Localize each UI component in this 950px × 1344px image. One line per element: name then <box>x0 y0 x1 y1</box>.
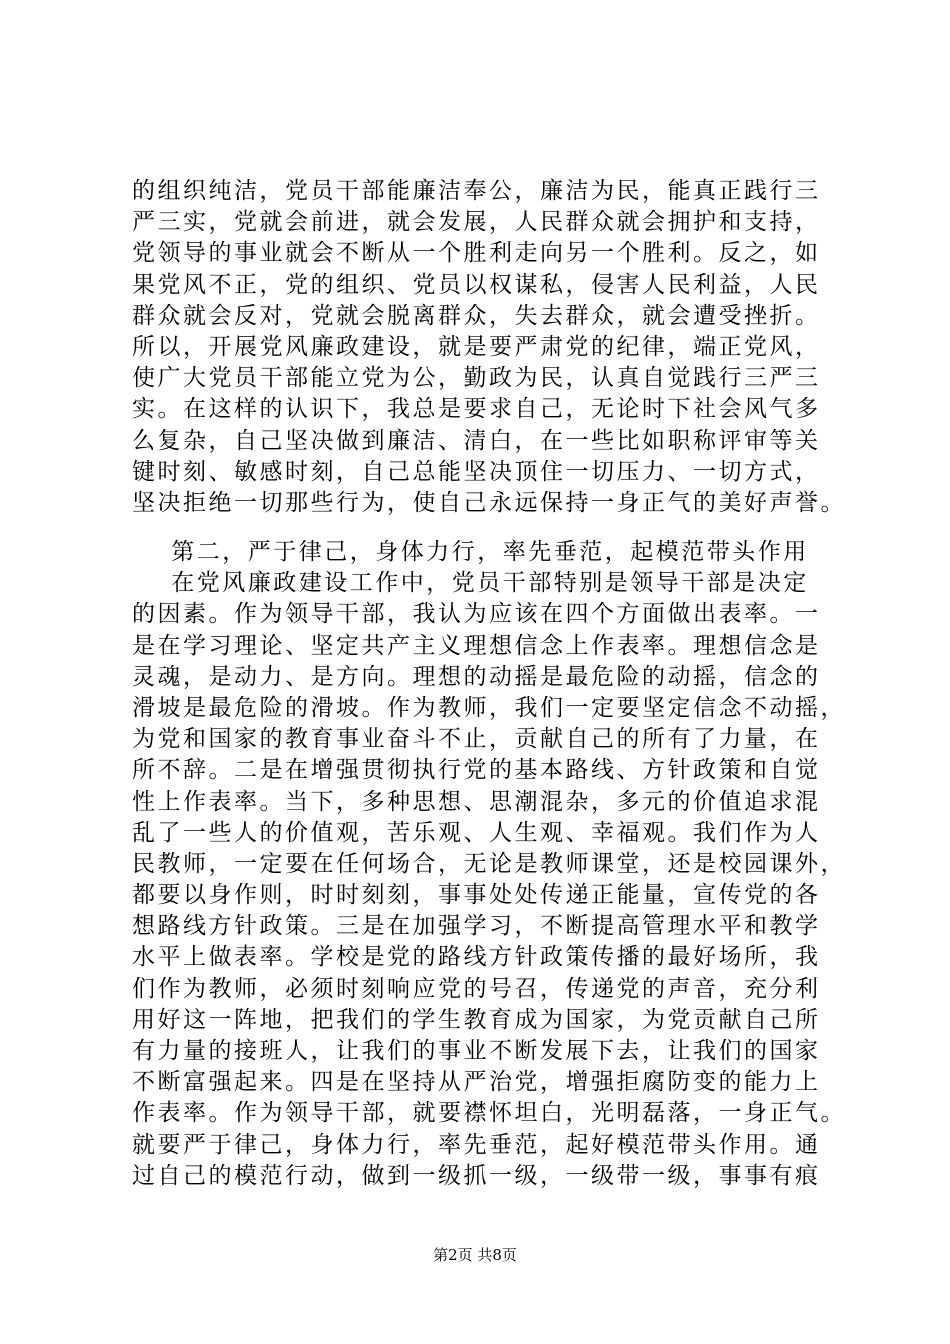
page-number-label: 第2页 共8页 <box>433 1246 517 1264</box>
section-heading: 第二，严于律己，身体力行，率先垂范，起模范带头作用 <box>132 539 809 565</box>
text-line: 用好这一阵地，把我们的学生教育成为国家，为党贡献自己所 <box>132 1006 821 1033</box>
text-line: 有力量的接班人，让我们的事业不断发展下去，让我们的国家 <box>132 1038 821 1064</box>
text-line: 都要以身作则，时时刻刻，事事处处传递正能量，宣传党的各 <box>132 882 821 909</box>
text-line: 党领导的事业就会不断从一个胜利走向另一个胜利。反之，如 <box>132 240 821 267</box>
text-line: 不断富强起来。四是在坚持从严治党，增强拒腐防变的能力上 <box>132 1069 821 1096</box>
text-line: 严三实，党就会前进，就会发展，人民群众就会拥护和支持， <box>132 209 821 236</box>
text-line: 想路线方针政策。三是在加强学习，不断提高管理水平和教学 <box>132 913 821 940</box>
text-line: 过自己的模范行动，做到一级抓一级，一级带一级，事事有痕 <box>132 1162 821 1189</box>
text-line: 灵魂，是动力、是方向。理想的动摇是最危险的动摇，信念的 <box>132 663 821 690</box>
text-line: 就要严于律己，身体力行，率先垂范，起好模范带头作用。通 <box>132 1131 821 1158</box>
text-line: 的组织纯洁，党员干部能廉洁奉公，廉洁为民，能真正践行三 <box>132 178 821 204</box>
text-line: 所不辞。二是在增强贯彻执行党的基本路线、方针政策和自觉 <box>132 757 821 784</box>
text-line: 乱了一些人的价值观，苦乐观、人生观、幸福观。我们作为人 <box>132 819 821 846</box>
text-line: 在党风廉政建设工作中，党员干部特别是领导干部是决定 <box>132 570 809 597</box>
text-line: 群众就会反对，党就会脱离群众，失去群众，就会遭受挫折。 <box>132 302 821 329</box>
text-line: 使广大党员干部能立党为公，勤政为民，认真自觉践行三严三 <box>132 365 821 392</box>
text-line: 们作为教师，必须时刻响应党的号召，传递党的声音，充分利 <box>132 975 821 1002</box>
text-line: 么复杂，自己坚决做到廉洁、清白，在一些比如职称评审等关 <box>132 427 821 454</box>
paragraph-2 <box>132 537 846 1192</box>
text-line: 水平上做表率。学校是党的路线方针政策传播的最好场所，我 <box>132 944 821 971</box>
text-line: 是在学习理论、坚定共产主义理想信念上作表率。理想信念是 <box>132 632 821 659</box>
text-line: 的因素。作为领导干部，我认为应该在四个方面做出表率。一 <box>132 601 821 628</box>
text-line: 键时刻、敏感时刻，自己总能坚决顶住一切压力、一切方式， <box>132 458 821 485</box>
page-footer <box>0 1245 950 1265</box>
text-line: 为党和国家的教育事业奋斗不止，贡献自己的所有了力量，在 <box>132 726 821 753</box>
text-line: 坚决拒绝一切那些行为，使自己永远保持一身正气的美好声誉。 <box>132 489 846 516</box>
text-line: 民教师，一定要在任何场合，无论是教师课堂，还是校园课外， <box>132 850 846 877</box>
text-line: 滑坡是最危险的滑坡。作为教师，我们一定要坚定信念不动摇， <box>132 694 846 721</box>
text-line: 果党风不正，党的组织、党员以权谋私，侵害人民利益，人民 <box>132 271 821 298</box>
text-line: 性上作表率。当下，多种思想、思潮混杂，多元的价值追求混 <box>132 788 821 815</box>
paragraph-1 <box>132 176 846 519</box>
text-line: 实。在这样的认识下，我总是要求自己，无论时下社会风气多 <box>132 396 821 423</box>
text-line: 所以，开展党风廉政建设，就是要严肃党的纪律，端正党风， <box>132 333 821 360</box>
text-line: 作表率。作为领导干部，就要襟怀坦白，光明磊落，一身正气。 <box>132 1100 846 1127</box>
